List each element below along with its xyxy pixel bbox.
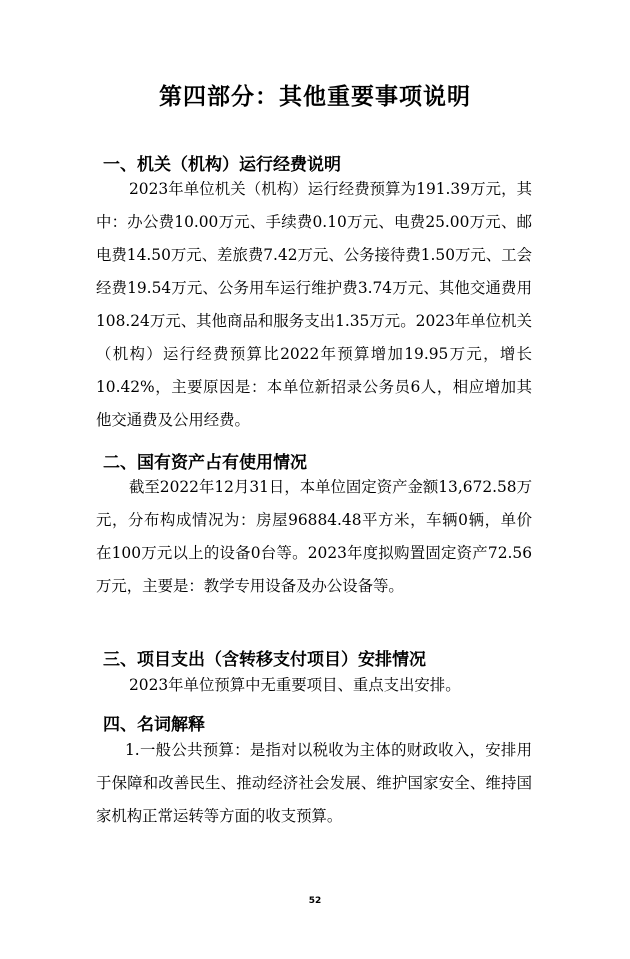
section-body-operating-expenses: 2023年单位机关（机构）运行经费预算为191.39万元，其中：办公费10.00万元、手续费0.10万元、电费25.00万元、邮电费14.50万元、差旅费7.42万元、公务接待费1.50万元、工会经费19.54万元、公务用车运行维护费3.74万元、其他交通费用108.24万元、其他商品和服务支出1.35万元。2023年单位机关（机构）运行经费预算比2022年预算增加19.95万元，增长10.42%，主要原因是：本单位新招录公务员6人，相应增加其他交通费及公用经费。 xyxy=(96,180,532,429)
section-body-glossary: 1.一般公共预算：是指对以税收为主体的财政收入，安排用于保障和改善民生、推动经济社会发展、维护国家安全、维持国家机构正常运转等方面的收支预算。 xyxy=(96,741,532,825)
section-heading-operating-expenses: 一、机关（机构）运行经费说明 xyxy=(103,155,341,175)
section-body-project-expenditure: 2023年单位预算中无重要项目、重点支出安排。 xyxy=(129,676,461,694)
section-body-state-assets: 截至2022年12月31日，本单位固定资产金额13,672.58万元，分布构成情况为：房屋96884.48平方米，车辆0辆，单价在100万元以上的设备0台等。2023年度拟购置固定资产72.56万元，主要是：教学专用设备及办公设备等。 xyxy=(96,478,532,595)
page-title: 第四部分：其他重要事项说明 xyxy=(159,84,471,110)
section-heading-state-assets: 二、国有资产占有使用情况 xyxy=(103,453,307,473)
page-number: 52 xyxy=(308,896,322,906)
section-heading-project-expenditure: 三、项目支出（含转移支付项目）安排情况 xyxy=(103,650,426,670)
section-heading-glossary: 四、名词解释 xyxy=(103,715,205,735)
